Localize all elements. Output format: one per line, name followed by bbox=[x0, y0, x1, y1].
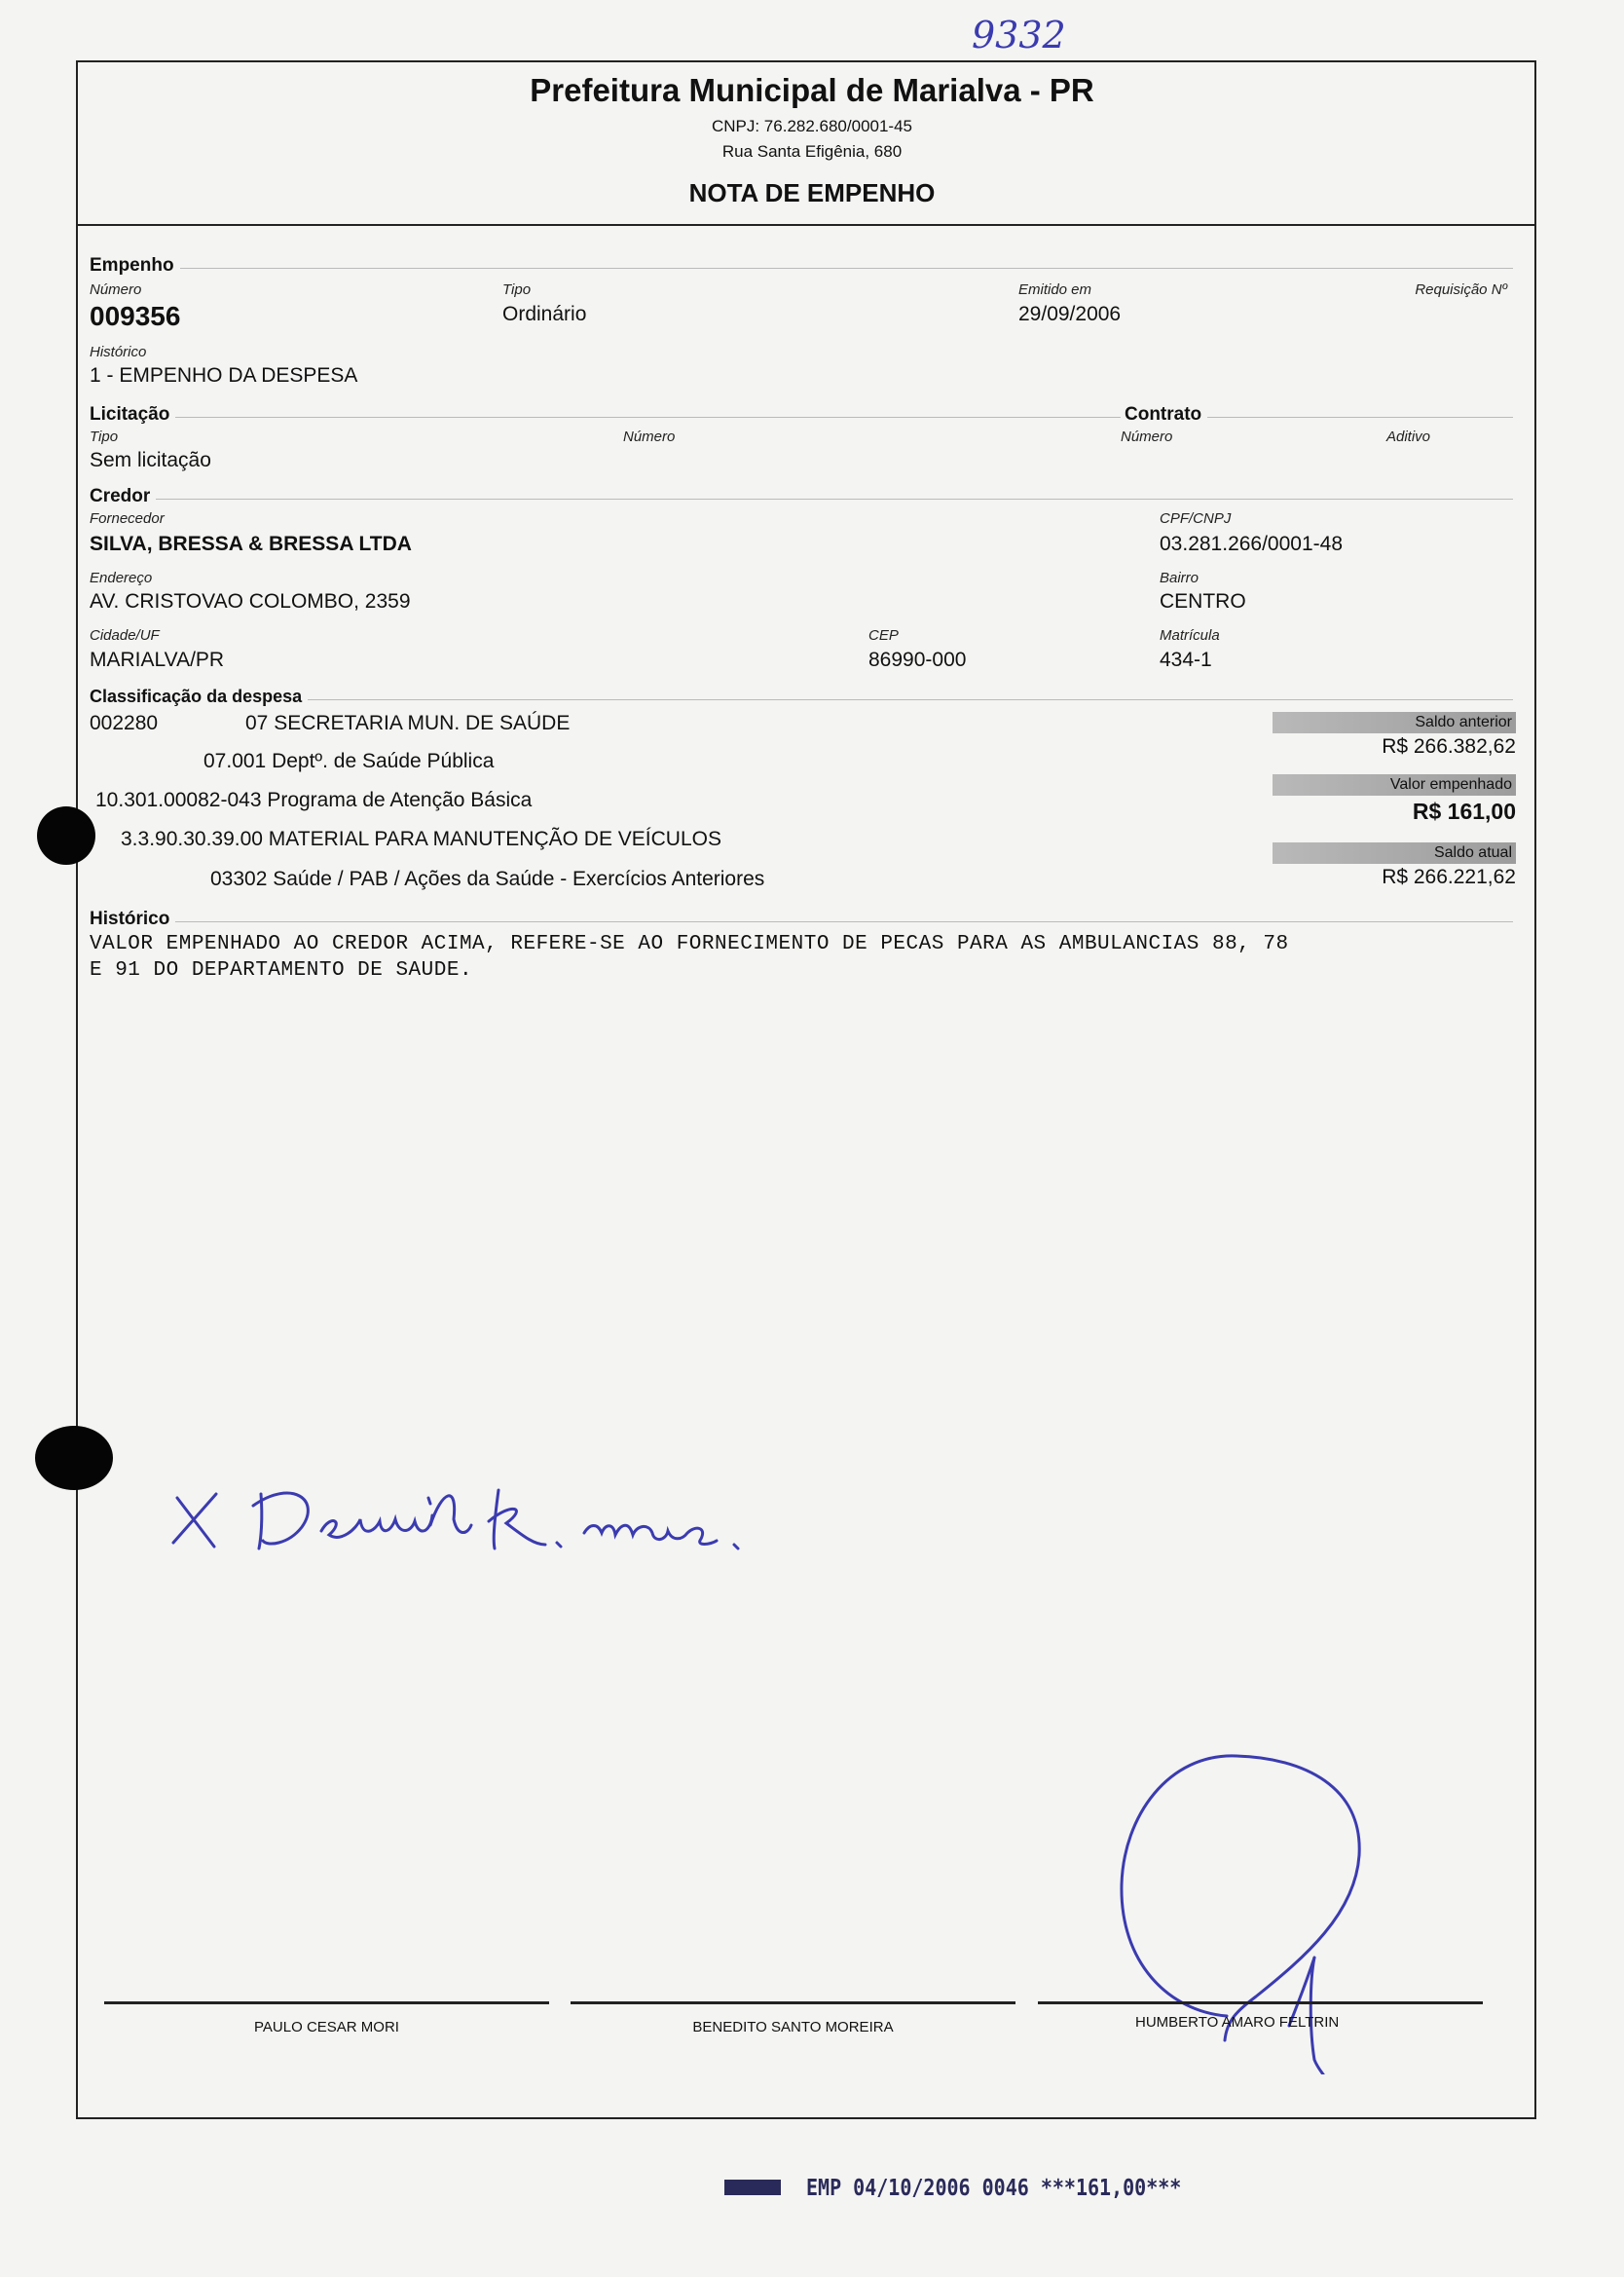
credor-bairro: CENTRO bbox=[1160, 590, 1246, 613]
credor-matricula: 434-1 bbox=[1160, 649, 1212, 671]
signature-line-3 bbox=[1038, 2001, 1483, 2004]
empenho-numero: 009356 bbox=[90, 301, 181, 331]
signature-line-2 bbox=[571, 2001, 1015, 2004]
handwritten-signature bbox=[166, 1451, 798, 1568]
historico-label: Histórico bbox=[90, 344, 147, 360]
fornecedor-label: Fornecedor bbox=[90, 510, 165, 527]
licitacao-rule bbox=[90, 417, 1513, 418]
classificacao-elemento: 3.3.90.30.39.00 MATERIAL PARA MANUTENÇÃO DE VEÍCULOS bbox=[121, 828, 721, 850]
saldo-atual-badge: Saldo atual bbox=[1273, 842, 1516, 864]
header-address: Rua Santa Efigênia, 680 bbox=[721, 142, 903, 161]
classificacao-unidade: 07.001 Deptº. de Saúde Pública bbox=[203, 750, 495, 772]
credor-cep: 86990-000 bbox=[868, 649, 967, 671]
requisicao-label: Requisição Nº bbox=[1415, 281, 1507, 298]
document-title: NOTA DE EMPENHO bbox=[688, 178, 936, 207]
section-credor: Credor bbox=[90, 486, 156, 507]
saldo-anterior-badge: Saldo anterior bbox=[1273, 712, 1516, 733]
section-historico: Histórico bbox=[90, 909, 175, 930]
numero-label: Número bbox=[90, 281, 142, 298]
cep-label: CEP bbox=[868, 627, 899, 644]
historico-line-2: E 91 DO DEPARTAMENTO DE SAUDE. bbox=[90, 959, 473, 982]
emitido-label: Emitido em bbox=[1018, 281, 1092, 298]
saldo-atual-value: R$ 266.221,62 bbox=[1382, 866, 1516, 888]
endereco-label: Endereço bbox=[90, 570, 153, 586]
contrato-numero-label: Número bbox=[1121, 429, 1173, 445]
page-title: Prefeitura Municipal de Marialva - PR bbox=[530, 72, 1094, 108]
cidade-label: Cidade/UF bbox=[90, 627, 160, 644]
bairro-label: Bairro bbox=[1160, 570, 1200, 586]
classificacao-codigo: 002280 bbox=[90, 712, 159, 734]
credor-cpf: 03.281.266/0001-48 bbox=[1160, 533, 1344, 555]
punch-hole-top bbox=[37, 806, 95, 865]
licitacao-numero-label: Número bbox=[623, 429, 676, 445]
empenho-rule bbox=[90, 268, 1513, 269]
signature-name-3: HUMBERTO AMARO FELTRIN bbox=[1135, 2014, 1340, 2031]
handwritten-page-number: 9332 bbox=[972, 14, 1066, 56]
credor-fornecedor: SILVA, BRESSA & BRESSA LTDA bbox=[90, 533, 412, 555]
section-licitacao: Licitação bbox=[90, 404, 175, 426]
signature-line-1 bbox=[104, 2001, 549, 2004]
header-cnpj: CNPJ: 76.282.680/0001-45 bbox=[711, 117, 913, 135]
section-classificacao: Classificação da despesa bbox=[90, 687, 308, 707]
header-divider bbox=[76, 224, 1534, 226]
valor-empenhado-badge: Valor empenhado bbox=[1273, 774, 1516, 796]
punch-hole-bottom bbox=[35, 1426, 113, 1490]
matricula-label: Matrícula bbox=[1160, 627, 1220, 644]
contrato-aditivo-label: Aditivo bbox=[1386, 429, 1431, 445]
footer-stamp: EMP 04/10/2006 0046 ***161,00*** bbox=[806, 2174, 1182, 2201]
classificacao-orgao: 07 SECRETARIA MUN. DE SAÚDE bbox=[245, 712, 571, 734]
valor-empenhado-value: R$ 161,00 bbox=[1412, 799, 1516, 824]
stamp-mark bbox=[724, 2180, 781, 2195]
historico-line-1: VALOR EMPENHADO AO CREDOR ACIMA, REFERE-SE AO FORNECIMENTO DE PECAS PARA AS AMBULANCIAS 88, 78 bbox=[90, 933, 1289, 955]
saldo-anterior-value: R$ 266.382,62 bbox=[1382, 735, 1516, 758]
credor-cidade: MARIALVA/PR bbox=[90, 649, 225, 671]
signature-name-2: BENEDITO SANTO MOREIRA bbox=[692, 2019, 894, 2035]
licitacao-tipo: Sem licitação bbox=[90, 449, 211, 471]
classificacao-programa: 10.301.00082-043 Programa de Atenção Básica bbox=[95, 789, 533, 811]
tipo-label: Tipo bbox=[502, 281, 532, 298]
empenho-tipo: Ordinário bbox=[502, 303, 587, 325]
credor-rule bbox=[90, 499, 1513, 500]
section-contrato: Contrato bbox=[1121, 404, 1207, 426]
credor-endereco: AV. CRISTOVAO COLOMBO, 2359 bbox=[90, 590, 411, 613]
licitacao-tipo-label: Tipo bbox=[90, 429, 119, 445]
cpf-label: CPF/CNPJ bbox=[1160, 510, 1232, 527]
classificacao-fonte: 03302 Saúde / PAB / Ações da Saúde - Exercícios Anteriores bbox=[210, 868, 765, 890]
empenho-emitido: 29/09/2006 bbox=[1018, 303, 1122, 325]
signature-name-1: PAULO CESAR MORI bbox=[254, 2019, 399, 2035]
historico-rule bbox=[90, 921, 1513, 922]
section-empenho: Empenho bbox=[90, 255, 180, 277]
empenho-historico: 1 - EMPENHO DA DESPESA bbox=[90, 364, 358, 387]
